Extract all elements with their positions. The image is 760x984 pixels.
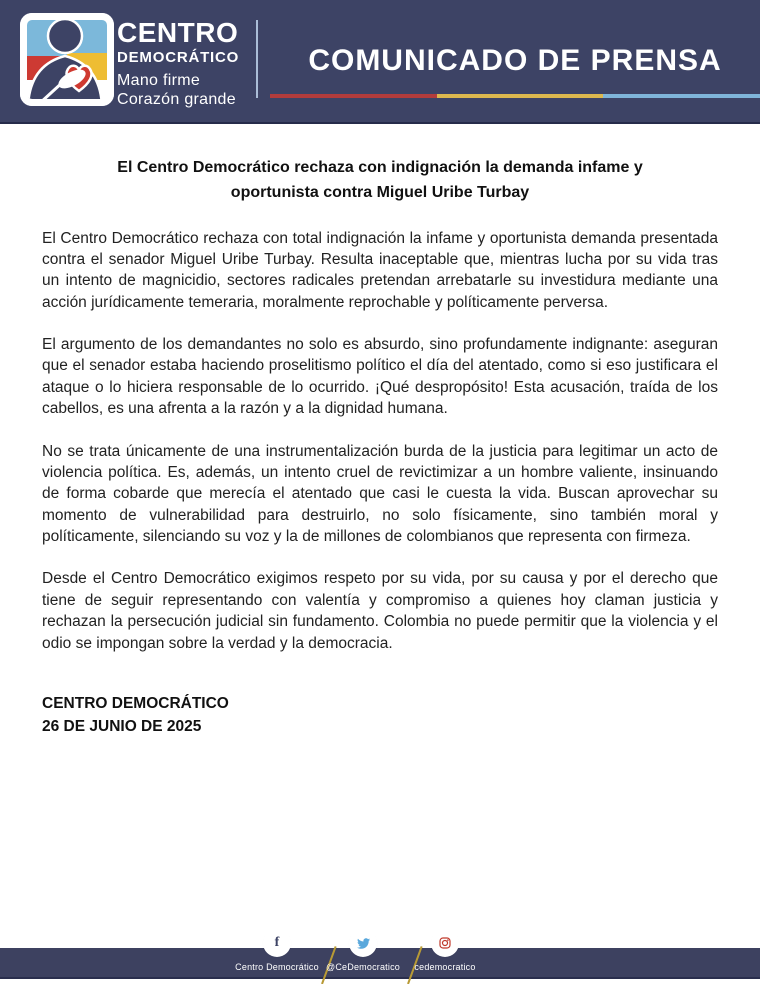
signature-block (42, 692, 718, 739)
stripe-red-segment (270, 94, 437, 98)
paragraph-2: El argumento de los demandantes no solo es absurdo, sino profundamente indignante: aseguran que el senador estaba haciendo proselitismo político el día del atentado, como si eso justificara el ataque o lo hiciera responsable de lo ocurrido. ¡Qué despropósito! Esta acusación, traída de los cabellos, es una afrenta a la razón y a la dignidad humana. (42, 336, 718, 418)
header-vertical-divider (256, 20, 258, 98)
twitter-icon[interactable] (352, 932, 374, 954)
brand-text-block (117, 19, 239, 108)
twitter-handle[interactable]: @CeDemocratico (326, 962, 400, 972)
instagram-handle[interactable]: cedemocratico (414, 962, 476, 972)
brand-name-line2: DEMOCRÁTICO (117, 49, 240, 66)
brand-slogan-line1: Mano firme (117, 72, 201, 89)
document-paragraphs (42, 228, 718, 654)
paragraph-1: El Centro Democrático rechaza con total indignación la infame y oportunista demanda presentada contra el senador Miguel Uribe Turbay. Resulta inaceptable que, mientras lucha por su vida tras un intento de magnicidio, sectores radicales pretendan arrebatarle su investidura mediante una acción jurídicamente temeraria, moralmente reprochable y políticamente perversa. (42, 229, 718, 311)
paragraph-3: No se trata únicamente de una instrumentalización burda de la justicia para legitimar un acto de violencia política. Es, además, un intento cruel de revictimizar a un hombre valiente, insinuando de forma cobarde que merecía el atentado que casi le cuesta la vida. Buscan aprovechar su momento de vulnerabilidad para destruirlo, no solo físicamente, sino también moral y políticamente, silenciando su voz y la de millones de colombianos que representa con firmeza. (42, 442, 718, 546)
centro-democratico-logo-icon (20, 93, 114, 110)
facebook-handle[interactable]: Centro Democrático (235, 962, 319, 972)
facebook-icon[interactable]: f (266, 932, 288, 954)
stripe-yellow-segment (437, 94, 604, 98)
signature-date: 26 DE JUNIO DE 2025 (42, 718, 202, 736)
paragraph-4: Desde el Centro Democrático exigimos respeto por su vida, por su causa y por el derecho que tiene de seguir representando con valentía y compromiso a quienes hoy claman justicia y rechazan la persecución judicial sin fundamento. Colombia no puede permitir que la violencia y el odio se impongan sobre la verdad y la democracia. (42, 570, 718, 652)
brand-slogan-line2: Corazón grande (117, 91, 236, 108)
tricolor-underline (270, 94, 760, 98)
brand-name-line1: CENTRO (117, 17, 239, 48)
signature-name: CENTRO DEMOCRÁTICO (42, 694, 229, 712)
party-logo (20, 13, 114, 106)
document-title: El Centro Democrático rechaza con indignación la demanda infame y oportunista contra Miguel Uribe Turbay (117, 159, 643, 201)
stripe-blue-segment (603, 94, 760, 98)
press-release-header (0, 0, 760, 124)
instagram-icon[interactable] (434, 932, 456, 954)
banner-title: COMUNICADO DE PRENSA (308, 44, 722, 77)
press-release-body (0, 126, 760, 738)
